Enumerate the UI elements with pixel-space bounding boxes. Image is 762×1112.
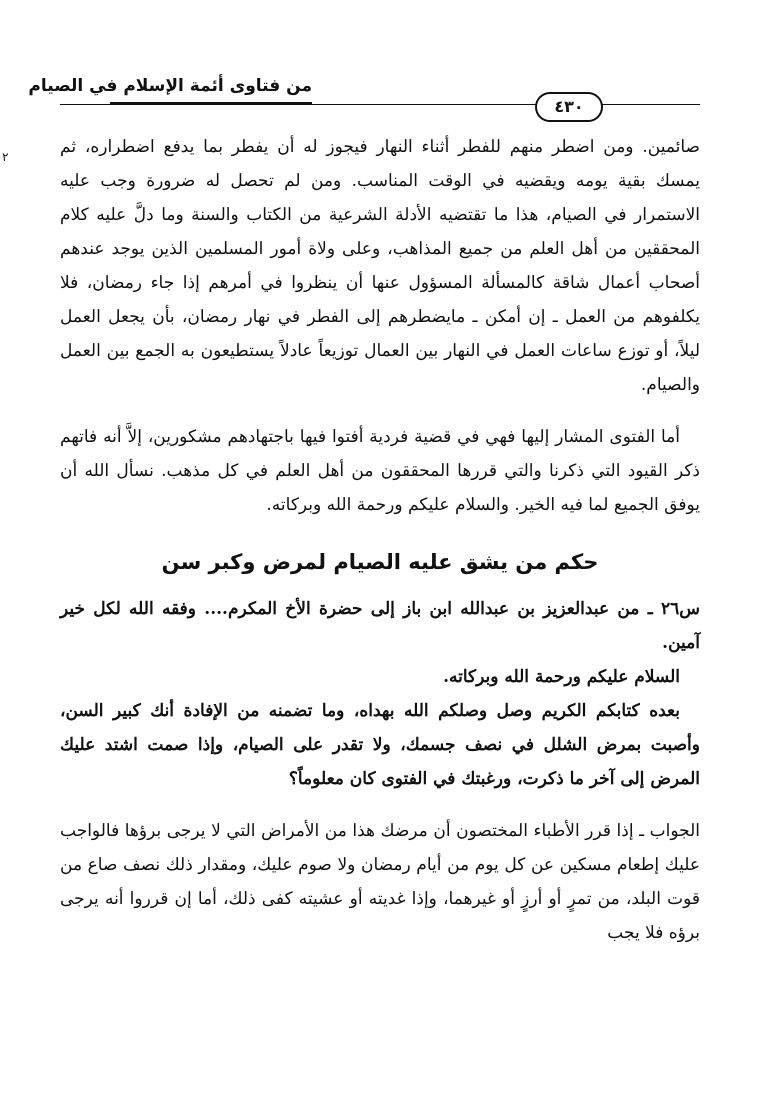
paragraph-2: أما الفتوى المشار إليها فهي في قضية فردية أفتوا فيها باجتهادهم مشكورين، إلاَّ أنه فاتهم ذكر القيود التي ذكرنا والتي قررها المحققون من أهل العلم في كل مذهب. نسأل الله أن يوفق الجميع لما فيه الخير. والسلام عليكم ورحمة الله وبركاته.: [60, 427, 700, 515]
page-number-badge: ٤٣٠: [535, 92, 603, 122]
question-line-2: السلام عليكم ورحمة الله وبركاته.: [443, 667, 680, 687]
question-body: بعده كتابكم الكريم وصل وصلكم الله بهداه، وما تضمنه من الإفادة أنك كبير السن، وأصبت بمرض الشلل في نصف جسمك، ولا تقدر على الصيام، وإذا صمت اشتد عليك المرض إلى آخر ما ذكرت، ورغبتك في الفتوى كان معلوماً؟: [60, 701, 700, 789]
paragraph-1: صائمين. ومن اضطر منهم للفطر أثناء النهار فيجوز له أن يفطر بما يدفع اضطراره، ثم يمسك بقية يومه ويقضيه في الوقت المناسب. ومن لم تحصل له ضرورة وجب عليه الاستمرار في الصيام، هذا ما تقتضيه الأدلة الشرعية من الكتاب والسنة وما دلَّ عليه كلام المحققين من أهل العلم من جميع المذاهب، وعلى ولاة أمور المسلمين الذين يوجد عندهم أصحاب أعمال شاقة كالمسألة المسؤول عنها أن ينظروا في أمرهم إذا جاء رمضان، فلا يكلفوهم من العمل ـ إن أمكن ـ مايضطرهم إلى الفطر في نهار رمضان، بأن يجعل العمل ليلاً، أو توزع ساعات العمل في النهار بين العمال توزيعاً عادلاً يستطيعون به الجمع بين العمل والصيام.: [60, 137, 700, 395]
margin-mark: ٢: [2, 150, 9, 164]
running-header: [28, 72, 312, 106]
answer-paragraph: الجواب ـ إذا قرر الأطباء المختصون أن مرضك هذا من الأمراض التي لا يرجى برؤها فالواجب عليك إطعام مسكين عن كل يوم من أيام رمضان ولا صوم عليك، ومقدار ذلك نصف صاع من قوت البلد، من تمرٍ أو أرزٍ أو غيرهما، وإذا غديته أو عشيته كفى ذلك، أما إن قرروا أنه يرجى برؤه فلا يجب: [60, 821, 700, 943]
top-rule: [60, 104, 700, 105]
running-title: من فتاوى أئمة الإسلام في الصيام: [28, 76, 312, 96]
question-line-1: س٢٦ ـ من عبدالعزيز بن عبدالله ابن باز إلى حضرة الأخ المكرم.... وفقه الله لكل خير آمين.: [60, 599, 700, 653]
section-heading: حكم من يشق عليه الصيام لمرض وكبر سن: [161, 550, 599, 574]
page-body: [60, 130, 700, 950]
